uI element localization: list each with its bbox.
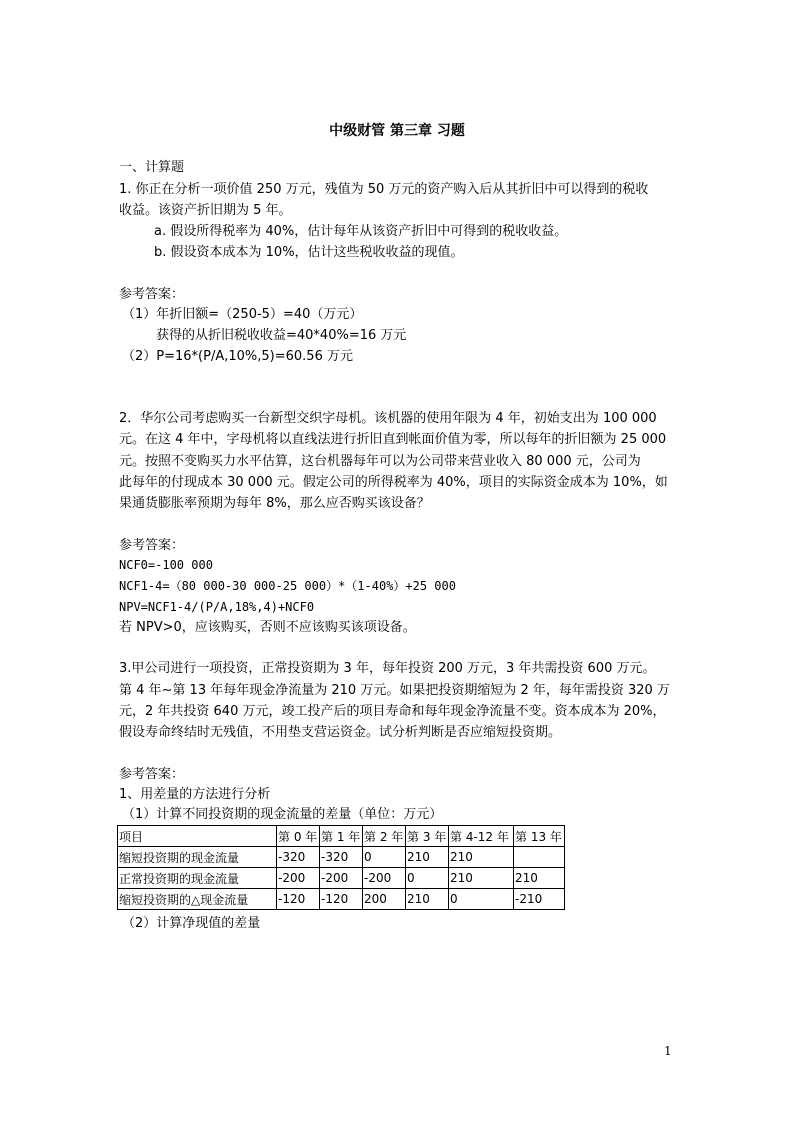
- q1-text-line-1: 1. 你正在分析一项价值 250 万元，残值为 50 万元的资产购入后从其折旧中可以得到的税收: [119, 182, 649, 197]
- q3-answer-label: 参考答案：: [119, 767, 185, 782]
- table-cell: 210: [406, 847, 449, 868]
- q2-answer-3: NPV=NCF1-4/(P/A,18%,4)+NCF0: [119, 600, 315, 614]
- table-cell: 210: [449, 847, 514, 868]
- q1-answer-label: 参考答案：: [119, 287, 185, 302]
- table-header-cell: 第 4-12 年: [449, 826, 514, 847]
- table-cell: -320: [320, 847, 363, 868]
- table-cell: 200: [363, 889, 406, 910]
- q2-text-line-4: 此每年的付现成本 30 000 元。假定公司的所得税率为 40%，项目的实际资金成本为 10%，如: [119, 475, 668, 490]
- q1-part-b: b. 假设资本成本为 10%，估计这些税收收益的现值。: [154, 245, 464, 260]
- table-cell: -320: [277, 847, 320, 868]
- q3-text-line-1: 3.甲公司进行一项投资，正常投资期为 3 年，每年投资 200 万元，3 年共需投资 600 万元。: [119, 661, 656, 676]
- table-header-row: [118, 826, 565, 847]
- table-header-cell: 第 3 年: [406, 826, 449, 847]
- q1-part-a: a. 假设所得税率为 40%，估计每年从该资产折旧中可得到的税收收益。: [154, 224, 568, 239]
- table-header-cell: 第 13 年: [514, 826, 565, 847]
- q2-text-line-5: 果通货膨胀率预期为每年 8%，那么应否购买该设备？: [119, 496, 430, 511]
- document-title: 中级财管 第三章 习题: [329, 123, 465, 139]
- table-header-cell: 第 2 年: [363, 826, 406, 847]
- page-number: 1: [664, 1044, 672, 1058]
- table-cell: 缩短投资期的现金流量: [118, 847, 277, 868]
- table-header-cell: 项目: [118, 826, 277, 847]
- q2-text-line-1: 2．华尔公司考虑购买一台新型交织字母机。该机器的使用年限为 4 年，初始支出为 100 000: [119, 411, 657, 426]
- table-cell: 0: [363, 847, 406, 868]
- table-row: [118, 847, 565, 868]
- q2-text-line-3: 元。按照不变购买力水平估算，这台机器每年可以为公司带来营业收入 80 000 元，公司为: [119, 454, 641, 469]
- q2-answer-1: NCF0=-100 000: [119, 558, 213, 572]
- table-cell: [514, 847, 565, 868]
- q1-answer-2: （2）P=16*(P/A,10%,5)=60.56 万元: [122, 349, 353, 364]
- q1-answer-1b: 获得的从折旧税收收益=40*40%=16 万元: [156, 328, 407, 343]
- table-cell: 210: [449, 868, 514, 889]
- q2-answer-label: 参考答案：: [119, 538, 185, 553]
- q3-text-line-2: 第 4 年~第 13 年每年现金净流量为 210 万元。如果把投资期缩短为 2 年，每年需投资 320 万: [119, 683, 670, 698]
- table-header-cell: 第 0 年: [277, 826, 320, 847]
- table-cell: 0: [406, 868, 449, 889]
- table-cell: -120: [320, 889, 363, 910]
- table-cell: 210: [514, 868, 565, 889]
- table-header-cell: 第 1 年: [320, 826, 363, 847]
- q3-text-line-3: 元，2 年共投资 640 万元，竣工投产后的项目寿命和每年现金净流量不变。资本成本为 20%，: [119, 704, 666, 719]
- q2-answer-4: 若 NPV>0，应该购买，否则不应该购买该项设备。: [119, 620, 416, 635]
- q3-method-heading: 1、用差量的方法进行分析: [119, 787, 271, 802]
- table-cell: -210: [514, 889, 565, 910]
- table-cell: 正常投资期的现金流量: [118, 868, 277, 889]
- table-row: [118, 868, 565, 889]
- table-cell: -200: [320, 868, 363, 889]
- table-cell: -200: [277, 868, 320, 889]
- cash-flow-difference-table: [117, 825, 565, 910]
- table-cell: 缩短投资期的△现金流量: [118, 889, 277, 910]
- q3-step-1: （1）计算不同投资期的现金流量的差量（单位：万元）: [122, 807, 443, 822]
- q1-text-line-2: 收益。该资产折旧期为 5 年。: [119, 203, 292, 218]
- q1-answer-1: （1）年折旧额=（250-5）=40（万元）: [122, 307, 363, 322]
- q3-text-line-4: 假设寿命终结时无残值，不用垫支营运资金。试分析判断是否应缩短投资期。: [119, 725, 562, 740]
- table-cell: -120: [277, 889, 320, 910]
- table-row: [118, 889, 565, 910]
- table-cell: 210: [406, 889, 449, 910]
- q3-step-2: （2）计算净现值的差量: [122, 916, 261, 931]
- q2-text-line-2: 元。在这 4 年中，字母机将以直线法进行折旧直到帐面价值为零，所以每年的折旧额为 25 000: [119, 432, 667, 447]
- q2-answer-2: NCF1-4=（80 000-30 000-25 000）*（1-40%）+25 000: [119, 579, 456, 593]
- table-cell: -200: [363, 868, 406, 889]
- section-heading: 一、计算题: [119, 160, 185, 175]
- table-cell: 0: [449, 889, 514, 910]
